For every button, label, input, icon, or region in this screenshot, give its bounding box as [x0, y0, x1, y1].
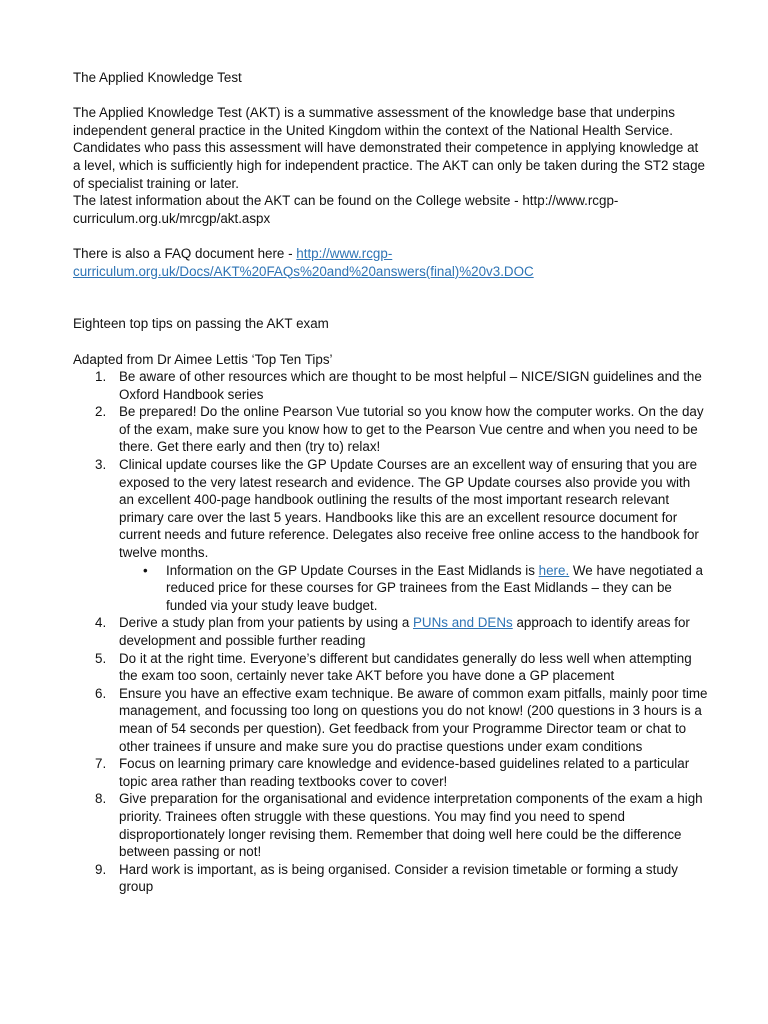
list-item — [73, 456, 708, 614]
list-number: 8. — [95, 791, 107, 807]
list-number: 2. — [95, 404, 107, 420]
faq-link[interactable]: http://www.rcgp-curriculum.org.uk/Docs/AKT%20FAQs%20and%20answers(final)%20v3.DOC — [73, 245, 534, 279]
tips-heading: Eighteen top tips on passing the AKT exam — [73, 316, 329, 332]
list-item — [73, 861, 708, 896]
list-item-text: Clinical update courses like the GP Update Courses are an excellent way of ensuring that you are exposed to the very latest research and evidence. The GP Update courses also provide you with an excellent 400-page handbook outlining the results of the most important research relevant primary care over the last 5 years. Handbooks like this are an excellent resource document for current needs and future reference. Delegates also receive free online access to the handbook for twelve months. — [119, 457, 699, 561]
sub-list-item — [119, 562, 708, 615]
faq-paragraph — [73, 245, 708, 280]
list-item-text: Ensure you have an effective exam technique. Be aware of common exam pitfalls, mainly poor time management, and focussing too long on questions you do not know! (200 questions in 3 hours is a mean of 54 seconds per question). Get feedback from your Programme Director team or chat to other trainees if unsure and make sure you do practise questions under exam conditions — [119, 685, 708, 754]
college-website-paragraph: The latest information about the AKT can be found on the College website - http://www.rcgp-curriculum.org.uk/mrcgp/akt.aspx — [73, 193, 619, 226]
list-number: 3. — [95, 457, 107, 473]
puns-and-dens-link[interactable]: PUNs and DENs — [413, 615, 513, 631]
sub-item-text-before: Information on the GP Update Courses in the East Midlands is — [166, 562, 539, 578]
list-item-text: Be prepared! Do the online Pearson Vue tutorial so you know how the computer works. On the day of the exam, make sure you know how to get to the Pearson Vue centre and when you need to be there. Get there early and then (try to) relax! — [119, 404, 704, 455]
list-item-text: Be aware of other resources which are thought to be most helpful – NICE/SIGN guidelines and the Oxford Handbook series — [119, 369, 702, 402]
list-item — [73, 790, 708, 860]
list-item — [73, 368, 708, 403]
list-item — [73, 650, 708, 685]
list-item-text: Focus on learning primary care knowledge and evidence-based guidelines related to a particular topic area rather than reading textbooks cover to cover! — [119, 756, 690, 789]
page-title: The Applied Knowledge Test — [73, 70, 242, 85]
list-item-text: Hard work is important, as is being organised. Consider a revision timetable or forming a study group — [119, 861, 678, 895]
list-number: 7. — [95, 756, 107, 772]
list-item — [73, 755, 708, 790]
list-number: 1. — [95, 369, 107, 385]
list-number: 4. — [95, 615, 107, 631]
sub-list — [119, 562, 708, 615]
adapted-from-line: Adapted from Dr Aimee Lettis ‘Top Ten Tips’ — [73, 351, 333, 367]
list-number: 9. — [95, 861, 107, 877]
list-item — [73, 685, 708, 755]
bullet-icon: • — [143, 562, 148, 578]
list-item-text: Do it at the right time. Everyone’s different but candidates generally do less well when attempting the exam too soon, certainly never take AKT before you have done a GP placement — [119, 650, 692, 684]
list-number: 5. — [95, 650, 107, 666]
list-item — [73, 614, 708, 649]
faq-prefix: There is also a FAQ document here - — [73, 245, 297, 261]
here-link[interactable]: here. — [538, 562, 570, 578]
list-item-text-after: approach to identify areas for development and possible further reading — [119, 615, 690, 648]
list-item-text-before: Derive a study plan from your patients by using a — [119, 615, 413, 631]
tips-list — [73, 368, 708, 896]
sub-item-text-after: We have negotiated a reduced price for these courses for GP trainees from the East Midlands – they can be funded via your study leave budget. — [166, 562, 703, 613]
list-number: 6. — [95, 685, 107, 701]
intro-paragraph: The Applied Knowledge Test (AKT) is a summative assessment of the knowledge base that underpins independent general practice in the United Kingdom within the context of the National Health Service. Candidates who pass this assessment will have demonstrated their competence in applying knowledge at a level, which is sufficiently high for independent practice. The AKT can only be taken during the ST2 stage of specialist training or later. — [73, 105, 705, 191]
list-item-text: Give preparation for the organisational and evidence interpretation components of the exam a high priority. Trainees often struggle with these questions. You may find you need to spend disproportionately longer revising them. Remember that doing well here could be the difference between passing or not! — [119, 791, 703, 860]
list-item — [73, 403, 708, 456]
